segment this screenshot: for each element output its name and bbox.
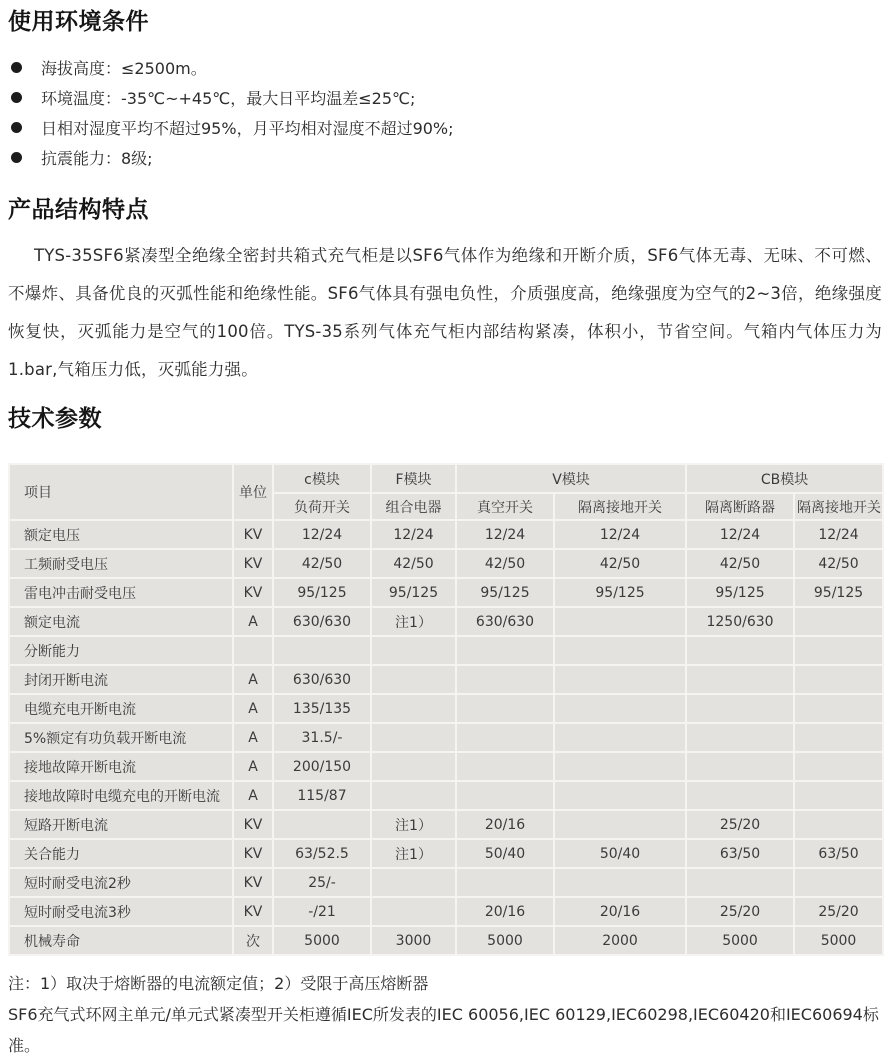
param-name-cell: 分断能力	[9, 636, 233, 665]
value-cell	[371, 752, 456, 781]
value-cell: 95/125	[456, 578, 554, 607]
unit-cell: 次	[233, 926, 273, 955]
param-name-cell: 额定电流	[9, 607, 233, 636]
value-cell: 12/24	[794, 520, 883, 549]
value-cell: 5000	[273, 926, 371, 955]
value-cell: 42/50	[371, 549, 456, 578]
value-cell	[554, 810, 686, 839]
value-cell	[686, 781, 794, 810]
value-cell	[456, 752, 554, 781]
unit-cell: KV	[233, 868, 273, 897]
unit-cell: KV	[233, 520, 273, 549]
value-cell	[554, 636, 686, 665]
param-name-cell: 短时耐受电流2秒	[9, 868, 233, 897]
value-cell	[686, 752, 794, 781]
table-row	[9, 520, 883, 549]
value-cell: 42/50	[794, 549, 883, 578]
value-cell: 5000	[456, 926, 554, 955]
section-title-tech-params: 技术参数	[8, 406, 102, 432]
value-cell	[554, 868, 686, 897]
value-cell: 95/125	[273, 578, 371, 607]
unit-cell: A	[233, 665, 273, 694]
standards-note: SF6充气式环网主单元/单元式紧凑型开关柜遵循IEC所发表的IEC 60056,IEC 60129,IEC60298,IEC60420和IEC60694标准。	[8, 1005, 879, 1055]
value-cell	[686, 723, 794, 752]
value-cell: 95/125	[686, 578, 794, 607]
table-row	[9, 723, 883, 752]
bullet-text-seismic: 抗震能力：8级;	[41, 148, 153, 168]
value-cell	[794, 752, 883, 781]
value-cell: 115/87	[273, 781, 371, 810]
table-row	[9, 665, 883, 694]
value-cell	[273, 810, 371, 839]
value-cell	[554, 694, 686, 723]
unit-cell: A	[233, 781, 273, 810]
value-cell: 630/630	[456, 607, 554, 636]
value-cell	[794, 723, 883, 752]
col-subheader-load-switch: 负荷开关	[273, 493, 371, 520]
value-cell	[686, 636, 794, 665]
unit-cell: KV	[233, 897, 273, 926]
table-header-row-groups	[9, 464, 883, 493]
unit-cell: KV	[233, 578, 273, 607]
section-title-usage-conditions: 使用环境条件	[8, 9, 149, 35]
value-cell	[554, 723, 686, 752]
value-cell: 1250/630	[686, 607, 794, 636]
value-cell: 12/24	[686, 520, 794, 549]
value-cell: 42/50	[456, 549, 554, 578]
table-row	[9, 897, 883, 926]
table-row	[9, 781, 883, 810]
table-row	[9, 810, 883, 839]
value-cell	[554, 781, 686, 810]
table-row	[9, 636, 883, 665]
bullet-text-altitude: 海拔高度：≤2500m。	[41, 58, 207, 78]
col-group-c-module: c模块	[273, 464, 371, 493]
bullet-icon	[11, 92, 22, 103]
value-cell	[371, 723, 456, 752]
table-row	[9, 868, 883, 897]
unit-cell: A	[233, 694, 273, 723]
product-features-paragraph: TYS-35SF6紧凑型全绝缘全密封共箱式充气柜是以SF6气体作为绝缘和开断介质，SF6气体无毒、无味、不可燃、不爆炸、具备优良的灭弧性能和绝缘性能。SF6气体具有强电负性，介质强度高，绝缘强度为空气的2~3倍，绝缘强度恢复快，灭弧能力是空气的100倍。TYS-35系列气体充气柜内部结构紧凑，体积小，节省空间。气箱内气体压力为1.bar,气箱压力低，灭弧能力强。	[8, 246, 882, 379]
param-name-cell: 关合能力	[9, 839, 233, 868]
col-subheader-isolating-earthing-switch-v: 隔离接地开关	[554, 493, 686, 520]
value-cell: 3000	[371, 926, 456, 955]
value-cell: 2000	[554, 926, 686, 955]
value-cell: -/21	[273, 897, 371, 926]
value-cell	[456, 665, 554, 694]
value-cell: 20/16	[554, 897, 686, 926]
value-cell: 25/20	[686, 810, 794, 839]
value-cell: 135/135	[273, 694, 371, 723]
col-subheader-vacuum-switch: 真空开关	[456, 493, 554, 520]
table-note: 注：1）取决于熔断器的电流额定值；2）受限于高压熔断器	[8, 974, 429, 993]
param-name-cell: 雷电冲击耐受电压	[9, 578, 233, 607]
col-group-v-module: V模块	[456, 464, 686, 493]
value-cell	[686, 868, 794, 897]
value-cell	[371, 868, 456, 897]
value-cell	[794, 665, 883, 694]
col-subheader-isolating-breaker: 隔离断路器	[686, 493, 794, 520]
value-cell	[794, 810, 883, 839]
value-cell: 630/630	[273, 607, 371, 636]
value-cell: 25/-	[273, 868, 371, 897]
value-cell: 63/50	[794, 839, 883, 868]
value-cell: 20/16	[456, 810, 554, 839]
value-cell: 50/40	[554, 839, 686, 868]
value-cell	[554, 665, 686, 694]
value-cell	[686, 694, 794, 723]
value-cell: 42/50	[273, 549, 371, 578]
col-subheader-combined-apparatus: 组合电器	[371, 493, 456, 520]
param-name-cell: 额定电压	[9, 520, 233, 549]
value-cell	[456, 694, 554, 723]
table-row	[9, 694, 883, 723]
value-cell: 63/50	[686, 839, 794, 868]
unit-cell: A	[233, 607, 273, 636]
unit-cell: KV	[233, 810, 273, 839]
value-cell: 25/20	[794, 897, 883, 926]
table-row	[9, 549, 883, 578]
value-cell: 注1）	[371, 839, 456, 868]
value-cell: 630/630	[273, 665, 371, 694]
value-cell	[456, 636, 554, 665]
list-item	[8, 52, 882, 82]
value-cell: 200/150	[273, 752, 371, 781]
param-name-cell: 机械寿命	[9, 926, 233, 955]
value-cell: 42/50	[554, 549, 686, 578]
param-name-cell: 工频耐受电压	[9, 549, 233, 578]
param-name-cell: 5%额定有功负载开断电流	[9, 723, 233, 752]
unit-cell	[233, 636, 273, 665]
value-cell: 95/125	[794, 578, 883, 607]
table-row	[9, 839, 883, 868]
value-cell	[554, 752, 686, 781]
value-cell	[456, 868, 554, 897]
value-cell	[371, 694, 456, 723]
value-cell: 12/24	[273, 520, 371, 549]
table-row	[9, 578, 883, 607]
param-name-cell: 电缆充电开断电流	[9, 694, 233, 723]
param-name-cell: 接地故障开断电流	[9, 752, 233, 781]
value-cell	[794, 607, 883, 636]
value-cell: 12/24	[554, 520, 686, 549]
col-group-cb-module: CB模块	[686, 464, 883, 493]
col-subheader-isolating-earthing-switch-cb: 隔离接地开关	[794, 493, 883, 520]
value-cell: 31.5/-	[273, 723, 371, 752]
value-cell	[686, 665, 794, 694]
section-title-product-features: 产品结构特点	[8, 197, 149, 223]
value-cell	[371, 781, 456, 810]
value-cell	[794, 694, 883, 723]
col-header-item: 项目	[9, 464, 233, 520]
usage-conditions-list	[8, 52, 882, 172]
value-cell	[456, 723, 554, 752]
value-cell: 20/16	[456, 897, 554, 926]
unit-cell: A	[233, 752, 273, 781]
value-cell: 95/125	[371, 578, 456, 607]
list-item	[8, 142, 882, 172]
bullet-icon	[11, 62, 22, 73]
value-cell: 5000	[686, 926, 794, 955]
value-cell: 63/52.5	[273, 839, 371, 868]
bullet-icon	[11, 122, 22, 133]
param-name-cell: 接地故障时电缆充电的开断电流	[9, 781, 233, 810]
unit-cell: A	[233, 723, 273, 752]
table-row	[9, 926, 883, 955]
param-name-cell: 封闭开断电流	[9, 665, 233, 694]
col-header-unit: 单位	[233, 464, 273, 520]
table-header	[9, 464, 883, 520]
bullet-text-temperature: 环境温度：-35℃~+45℃，最大日平均温差≤25℃;	[41, 88, 416, 108]
value-cell	[371, 665, 456, 694]
value-cell: 12/24	[371, 520, 456, 549]
value-cell	[273, 636, 371, 665]
notes-block	[8, 968, 882, 1061]
value-cell: 注1）	[371, 607, 456, 636]
value-cell: 42/50	[686, 549, 794, 578]
value-cell	[456, 781, 554, 810]
value-cell: 50/40	[456, 839, 554, 868]
value-cell	[554, 607, 686, 636]
value-cell: 5000	[794, 926, 883, 955]
param-name-cell: 短路开断电流	[9, 810, 233, 839]
param-name-cell: 短时耐受电流3秒	[9, 897, 233, 926]
table-row	[9, 607, 883, 636]
table-row	[9, 752, 883, 781]
value-cell: 注1）	[371, 810, 456, 839]
value-cell	[794, 781, 883, 810]
unit-cell: KV	[233, 839, 273, 868]
list-item	[8, 112, 882, 142]
value-cell	[371, 636, 456, 665]
unit-cell: KV	[233, 549, 273, 578]
value-cell	[794, 868, 883, 897]
bullet-text-humidity: 日相对湿度平均不超过95%，月平均相对湿度不超过90%;	[41, 118, 454, 138]
value-cell	[794, 636, 883, 665]
list-item	[8, 82, 882, 112]
value-cell	[371, 897, 456, 926]
value-cell: 12/24	[456, 520, 554, 549]
bullet-icon	[11, 152, 22, 163]
value-cell: 95/125	[554, 578, 686, 607]
table-body	[9, 520, 883, 955]
col-group-f-module: F模块	[371, 464, 456, 493]
tech-params-table	[8, 463, 884, 956]
value-cell: 25/20	[686, 897, 794, 926]
